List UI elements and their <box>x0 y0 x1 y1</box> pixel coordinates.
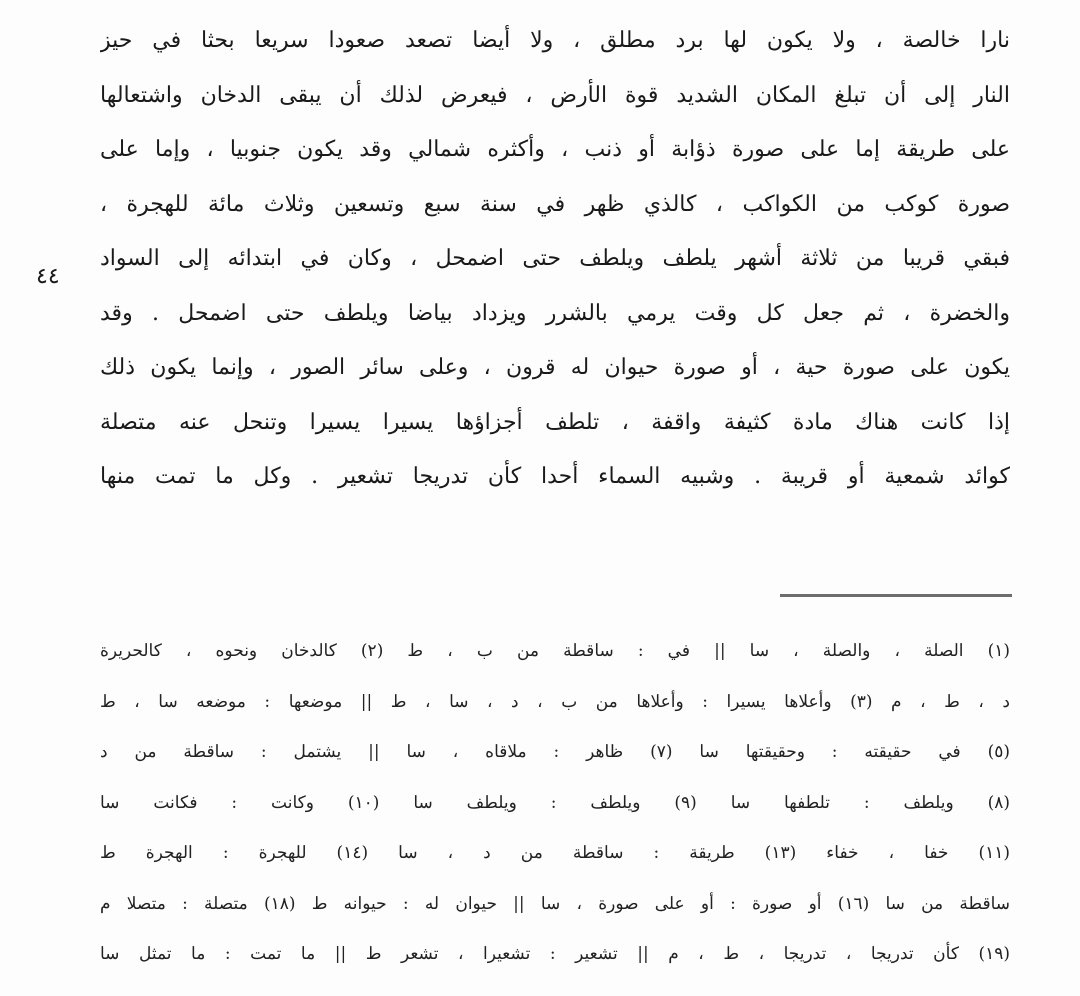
footnote-line: ساقطة من سا (١٦) أو صورة : أو على صورة ، سا || حيوان له : حيوانه ط (١٨) متصلة : متصلا م <box>100 893 1010 914</box>
footnote-line: (١) الصلة ، والصلة ، سا || في : ساقطة من ب ، ط (٢) كالدخان ونحوه ، كالحريرة <box>100 641 1010 661</box>
body-line: يكون على صورة حية ، أو صورة حيوان له قرون ، وعلى سائر الصور ، وإنما يكون ذلك <box>100 355 1010 380</box>
footnote-line: (١٩) كأن تدريجا ، تدريجا ، ط ، م || تشعير : تشعيرا ، تشعر ط || ما تمت : ما تمثل سا <box>100 944 1010 964</box>
body-line: صورة كوكب من الكواكب ، كالذي ظهر في سنة سبع وتسعين وثلاث مائة للهجرة ، <box>100 191 1010 217</box>
body-line: فبقي قريبا من ثلاثة أشهر يلطف ويلطف حتى اضمحل ، وكان في ابتدائه إلى السواد <box>100 246 1010 271</box>
footnote-line: (٨) ويلطف : تلطفها سا (٩) ويلطف : ويلطف سا (١٠) وكانت : فكانت سا <box>100 792 1010 813</box>
footnote-line: (٥) في حقيقته : وحقيقتها سا (٧) ظاهر : ملاقاه ، سا || يشتمل : ساقطة من د <box>100 742 1010 762</box>
main-body-text <box>100 14 1010 505</box>
body-line: النار إلى أن تبلغ المكان الشديد قوة الأرض ، فيعرض لذلك أن يبقى الدخان واشتعالها <box>100 82 1010 108</box>
body-line: والخضرة ، ثم جعل كل وقت يرمي بالشرر ويزداد بياضا ويلطف حتى اضمحل . وقد <box>100 300 1010 326</box>
body-line: إذا كانت هناك مادة كثيفة واقفة ، تلطف أجزاؤها يسيرا يسيرا وتنحل عنه متصلة <box>100 409 1010 435</box>
body-line: كوائد شمعية أو قريبة . وشبيه السماء أحدا كأن تدريجا تشعير . وكل ما تمت منها <box>100 464 1010 489</box>
body-line: على طريقة إما على صورة ذؤابة أو ذنب ، وأكثره شمالي وقد يكون جنوبيا ، وإما على <box>100 137 1010 162</box>
page-number: ٤٤ <box>36 264 60 289</box>
footnotes-apparatus <box>100 626 1010 980</box>
footnote-separator <box>780 594 1012 597</box>
body-line: نارا خالصة ، ولا يكون لها برد مطلق ، ولا أيضا تصعد صعودا سريعا بحثا في حيز <box>100 28 1010 53</box>
footnote-line: (١١) خفا ، خفاء (١٣) طريقة : ساقطة من د ، سا (١٤) للهجرة : الهجرة ط <box>100 843 1010 863</box>
footnote-line: د ، ط ، م (٣) وأعلاها يسيرا : وأعلاها من ب ، د ، سا ، ط || موضعها : موضعه سا ، ط <box>100 691 1010 712</box>
